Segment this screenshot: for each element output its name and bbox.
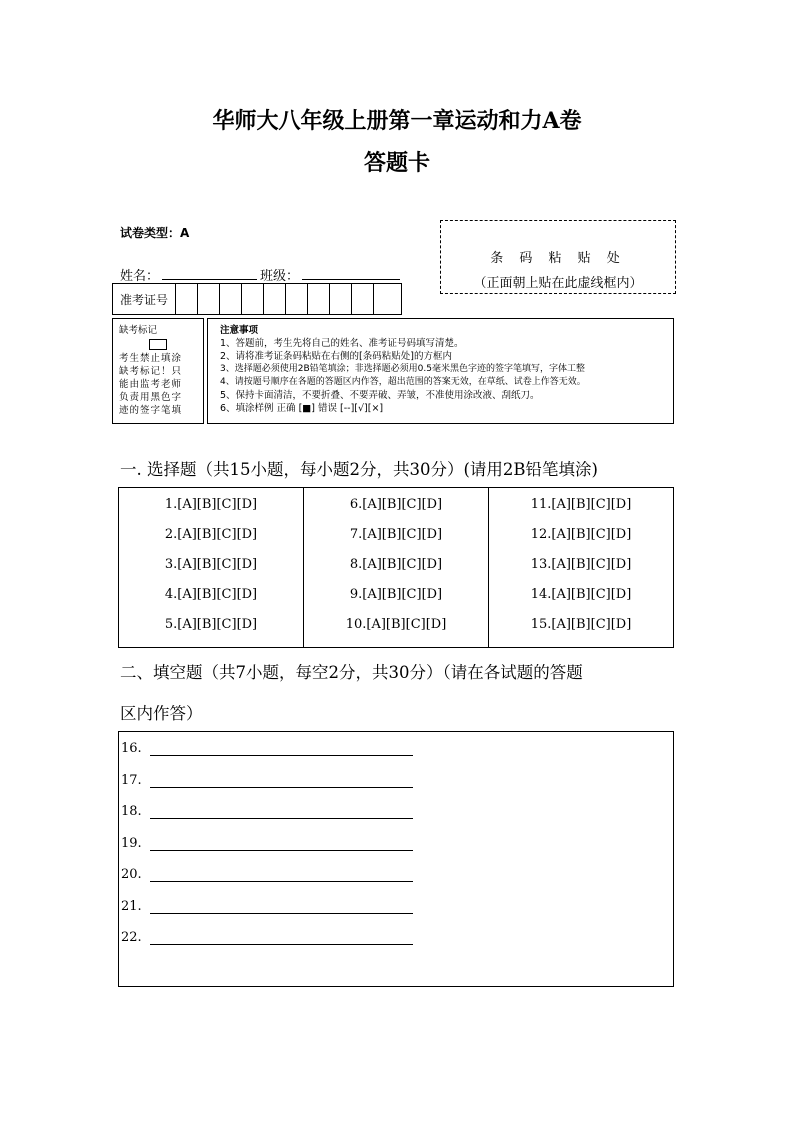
absent-line: 缺考标记！只 <box>119 366 183 377</box>
choice-item[interactable]: 6.[A][B][C][D] <box>349 497 443 512</box>
notice-item: 6、填涂样例 正确 [■] 错误 [--][√][×] <box>220 403 384 414</box>
section1-heading: 一. 选择题（共15小题，每小题2分，共30分）(请用2B铅笔填涂) <box>120 460 598 479</box>
page-title: 华师大八年级上册第一章运动和力A卷 <box>212 108 582 134</box>
absent-line: 能由监考老师 <box>119 379 183 390</box>
barcode-title: 条 码 粘 贴 处 <box>490 251 626 266</box>
exam-id-cell[interactable] <box>264 284 286 314</box>
barcode-area <box>440 220 676 294</box>
fill-number: 17. <box>121 772 142 788</box>
answer-line[interactable] <box>150 868 413 882</box>
fill-blank-area <box>118 731 674 987</box>
answer-line[interactable] <box>150 774 413 788</box>
name-label: 姓名： <box>120 269 160 284</box>
choice-item[interactable]: 10.[A][B][C][D] <box>345 617 447 632</box>
page-subtitle: 答题卡 <box>363 150 430 176</box>
barcode-note: （正面朝上贴在此虚线框内） <box>473 276 643 291</box>
choice-grid <box>118 487 674 648</box>
answer-line[interactable] <box>150 805 413 819</box>
choice-item[interactable]: 9.[A][B][C][D] <box>349 587 443 602</box>
choice-item[interactable]: 12.[A][B][C][D] <box>530 527 632 542</box>
fill-row <box>121 914 673 946</box>
fill-number: 19. <box>121 835 142 851</box>
exam-id-cell[interactable] <box>242 284 264 314</box>
class-field[interactable] <box>302 264 400 280</box>
answer-line[interactable] <box>150 837 413 851</box>
choice-item[interactable]: 4.[A][B][C][D] <box>164 587 258 602</box>
notice-item: 4、请按题号顺序在各题的答题区内作答，超出范围的答案无效，在草纸、试卷上作答无效。 <box>220 377 586 387</box>
section2-heading-cont: 区内作答） <box>120 704 203 723</box>
exam-id-cell[interactable] <box>352 284 374 314</box>
choice-item[interactable]: 8.[A][B][C][D] <box>349 557 443 572</box>
absent-checkbox[interactable] <box>149 339 167 350</box>
absent-mark-box <box>112 318 204 424</box>
exam-id-cell[interactable] <box>220 284 242 314</box>
absent-line: 考生禁止填涂 <box>119 353 183 364</box>
fill-number: 18. <box>121 804 142 819</box>
exam-id-row <box>112 283 402 315</box>
fill-number: 20. <box>121 867 142 882</box>
answer-line[interactable] <box>150 931 413 945</box>
answer-line[interactable] <box>150 900 413 914</box>
exam-id-cell[interactable] <box>308 284 330 314</box>
paper-type: 试卷类型：A <box>120 226 190 240</box>
exam-id-cell[interactable] <box>330 284 352 314</box>
choice-item[interactable]: 11.[A][B][C][D] <box>530 497 632 512</box>
choice-item[interactable]: 14.[A][B][C][D] <box>530 587 632 602</box>
exam-id-label: 准考证号 <box>113 284 176 314</box>
fill-row <box>121 734 673 756</box>
choice-item[interactable]: 3.[A][B][C][D] <box>164 557 258 572</box>
fill-number: 16. <box>121 741 142 756</box>
choice-item[interactable]: 5.[A][B][C][D] <box>164 617 258 632</box>
absent-line: 负责用黑色字 <box>119 392 183 403</box>
fill-row <box>121 851 673 883</box>
answer-line[interactable] <box>150 742 413 756</box>
notice-title: 注意事项 <box>220 325 259 336</box>
fill-row <box>121 882 673 914</box>
notice-item: 3、选择题必须使用2B铅笔填涂；非选择题必须用0.5毫米黑色字迹的签字笔填写，字体工整 <box>220 364 585 374</box>
choice-column <box>489 488 673 647</box>
exam-id-cell[interactable] <box>176 284 198 314</box>
notice-item: 5、保持卡面清洁，不要折叠、不要弄破、弄皱，不准使用涂改液、刮纸刀。 <box>220 390 540 401</box>
choice-column <box>304 488 489 647</box>
exam-id-cell[interactable] <box>374 284 396 314</box>
fill-number: 22. <box>121 930 142 945</box>
exam-id-cell[interactable] <box>286 284 308 314</box>
absent-line: 迹的签字笔填 <box>119 405 183 416</box>
choice-item[interactable]: 7.[A][B][C][D] <box>349 527 443 542</box>
absent-title: 缺考标记 <box>119 325 158 336</box>
choice-item[interactable]: 13.[A][B][C][D] <box>530 557 632 572</box>
choice-item[interactable]: 1.[A][B][C][D] <box>164 497 258 512</box>
fill-row <box>121 819 673 851</box>
notice-item: 1、答题前，考生先将自己的姓名、准考证号码填写清楚。 <box>220 338 464 349</box>
fill-number: 21. <box>121 898 142 914</box>
exam-id-cells[interactable] <box>176 284 396 314</box>
choice-column <box>119 488 304 647</box>
name-field[interactable] <box>162 264 257 280</box>
fill-row <box>121 788 673 820</box>
notice-box <box>207 318 674 424</box>
fill-row <box>121 756 673 788</box>
choice-item[interactable]: 15.[A][B][C][D] <box>530 617 632 632</box>
choice-item[interactable]: 2.[A][B][C][D] <box>164 527 258 542</box>
exam-id-cell[interactable] <box>198 284 220 314</box>
class-label: 班级： <box>260 269 300 284</box>
section2-heading: 二、填空题（共7小题，每空2分，共30分）（请在各试题的答题 <box>120 663 583 682</box>
notice-item: 2、请将准考证条码粘贴在右侧的[条码粘贴处]的方框内 <box>220 351 452 362</box>
